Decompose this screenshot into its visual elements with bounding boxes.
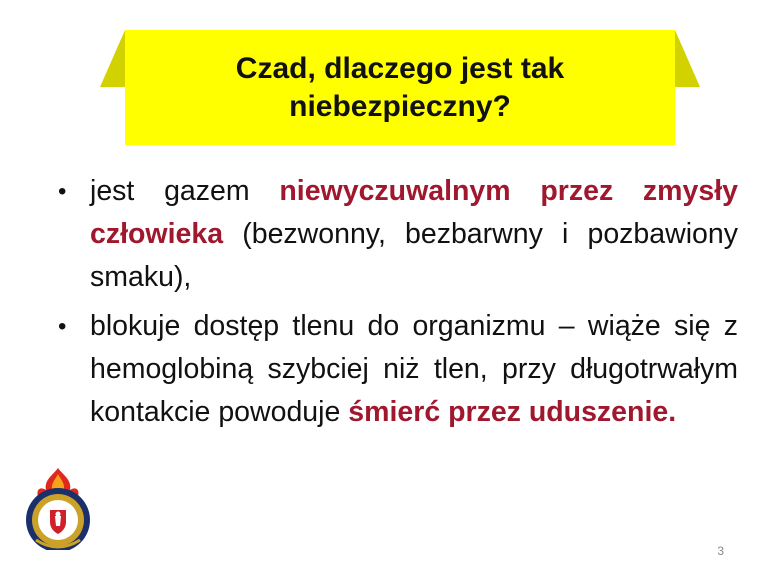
bullet-item (58, 305, 738, 434)
bullet-text: (bezwonny, bezbarwny i pozbawiony smaku), (90, 218, 738, 293)
bullet-highlight: niewyczuwalnym przez zmysły człowieka (90, 175, 738, 250)
fire-service-logo-icon (22, 466, 94, 550)
bullet-text: blokuje dostęp tlenu do organizmu – wiąże się z hemoglobiną szybciej niż tlen, przy długotrwałym kontakcie powoduje (90, 310, 738, 428)
bullet-list (58, 170, 738, 440)
bullet-item (58, 170, 738, 299)
title-line-2: niebezpieczny? (289, 89, 511, 123)
bullet-dot: • (58, 313, 67, 340)
title-line-1: Czad, dlaczego jest tak (235, 51, 565, 85)
title-banner (100, 30, 700, 145)
bullet-text: jest gazem (90, 175, 280, 207)
slide-title (125, 30, 675, 145)
bullet-dot: • (58, 178, 67, 205)
page-number: 3 (717, 544, 724, 558)
bullet-highlight: śmierć przez uduszenie. (348, 396, 677, 428)
